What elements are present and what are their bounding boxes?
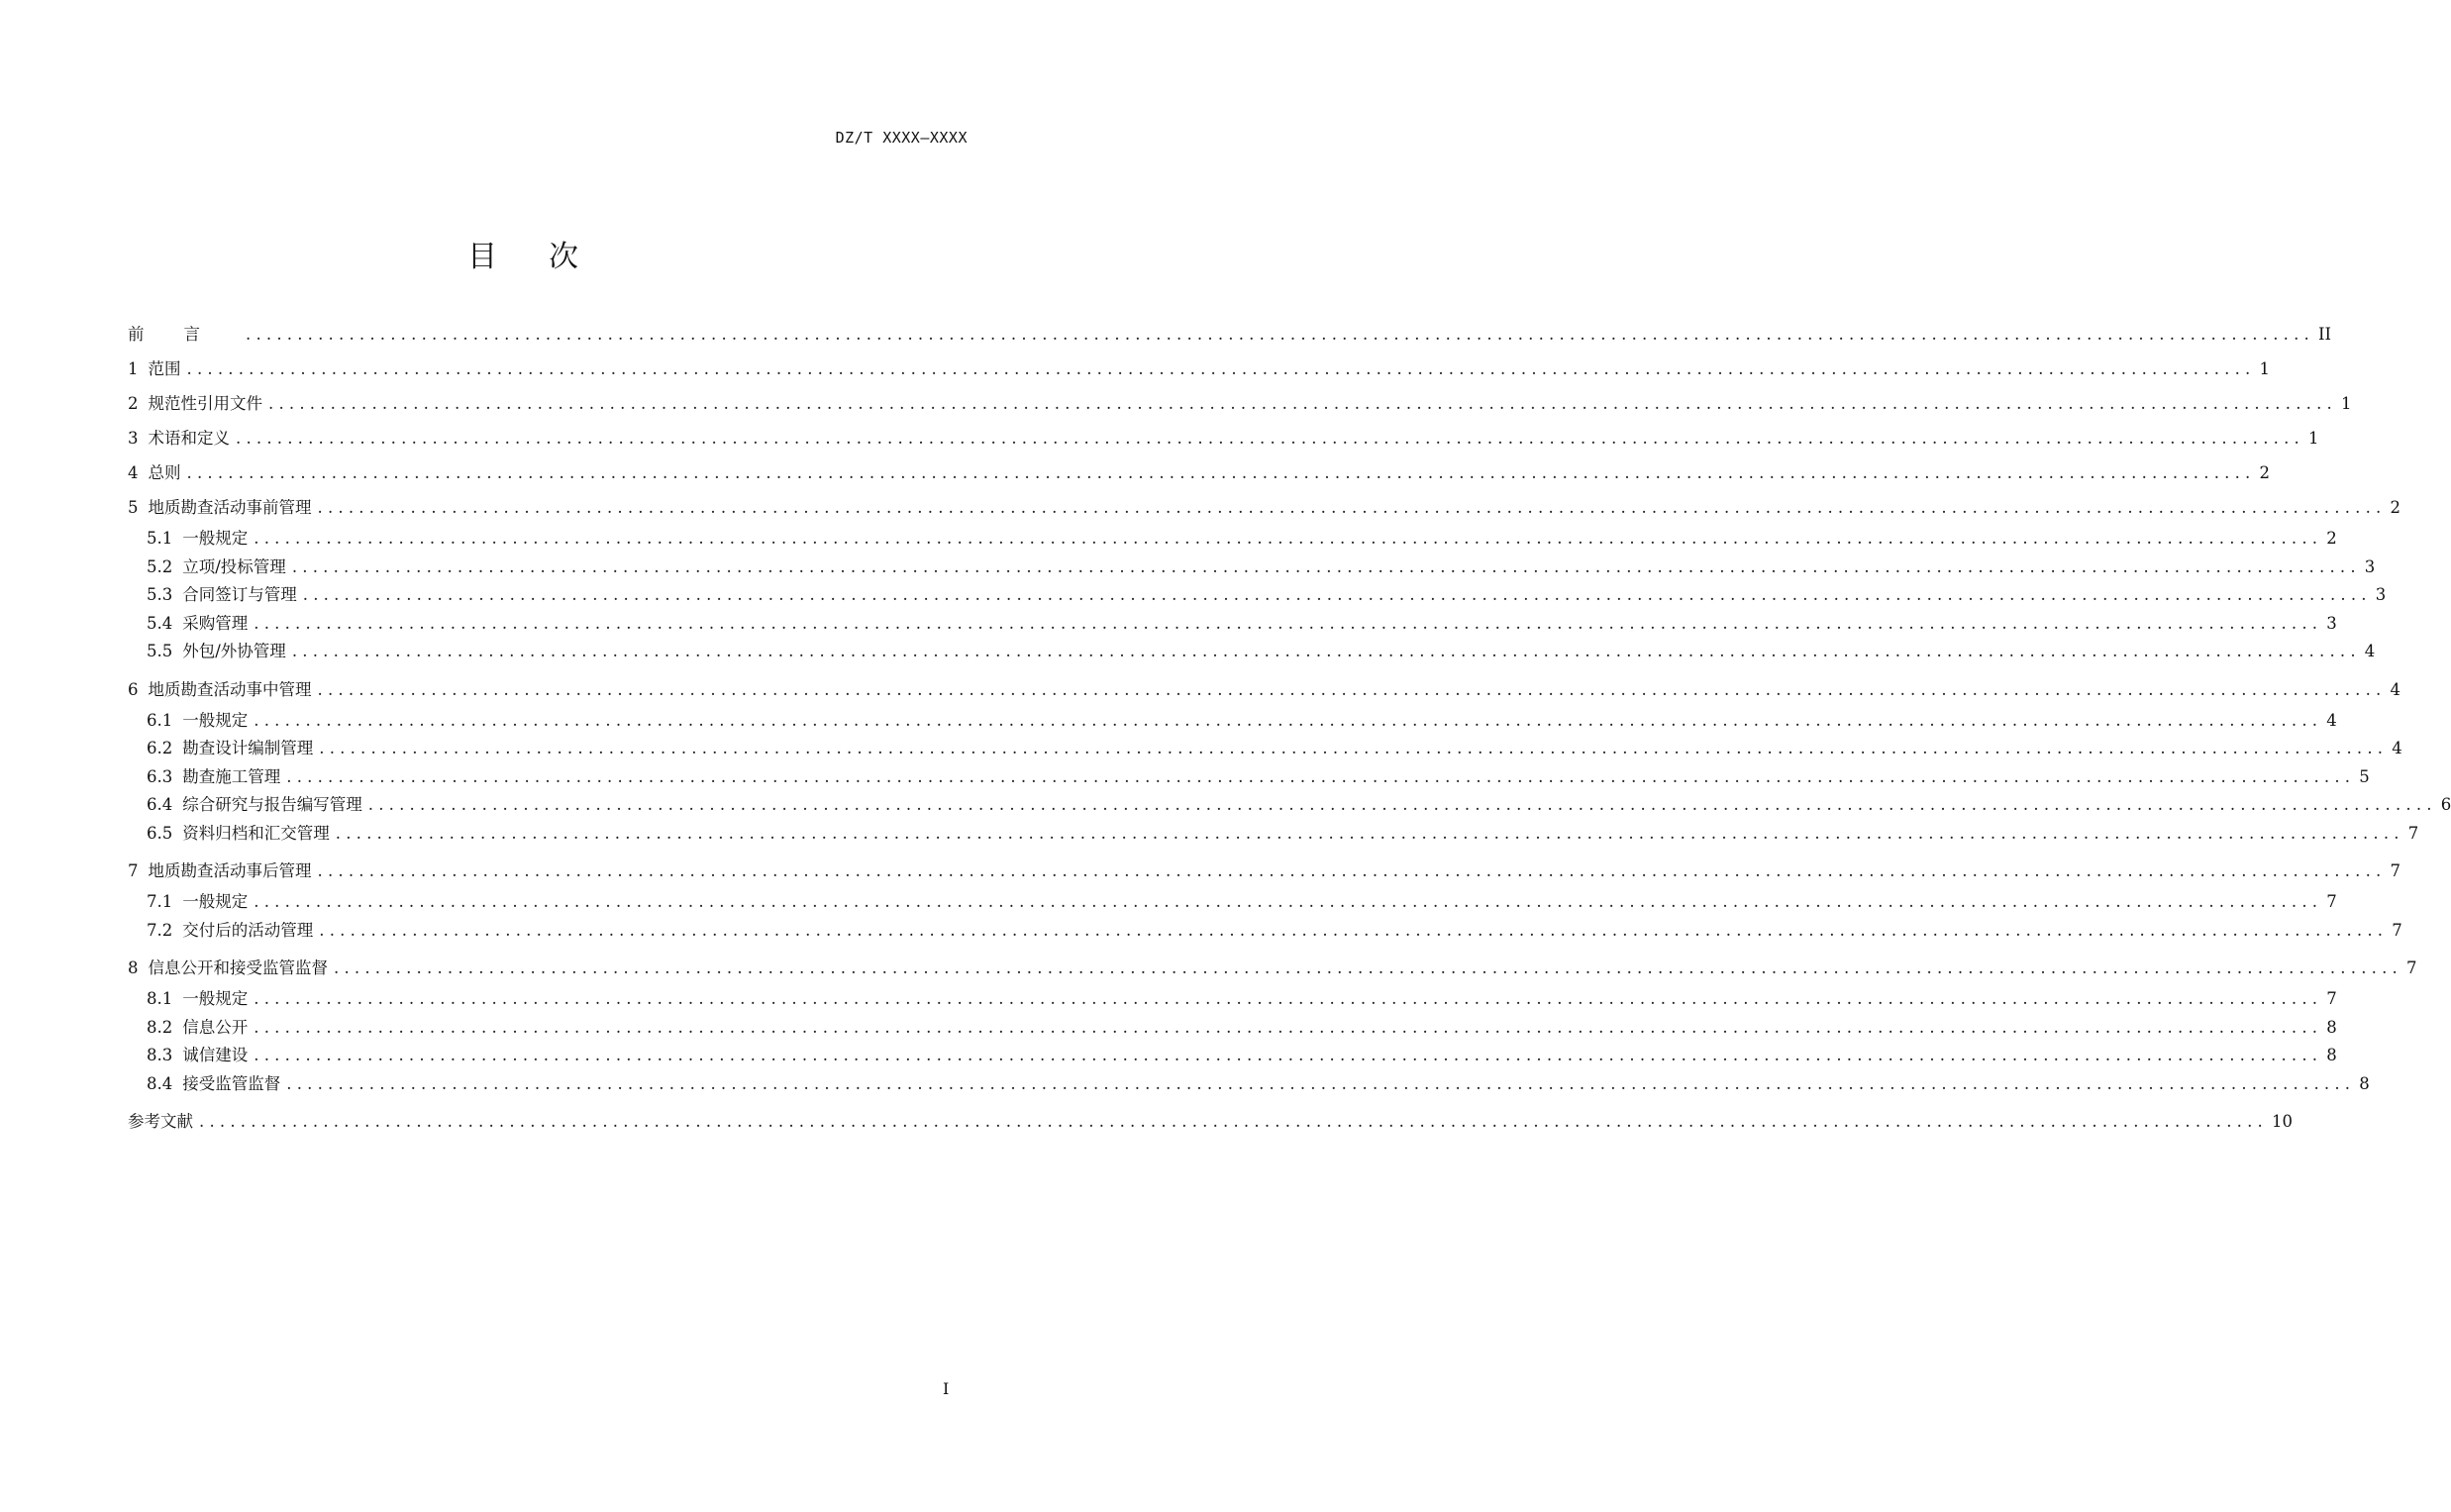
toc-entry-page: 3 [2326,613,2337,633]
toc-entry[interactable] [128,320,2332,354]
toc-entry-page: 1 [2340,394,2352,413]
toc-entry-page: 5 [2359,766,2370,786]
toc-entry[interactable] [128,613,2337,642]
toc-leader-dots: ........................................................................................................................................................................................................ [254,892,2323,911]
toc-entry-number: 6.4 [147,795,173,814]
toc-entry-label-group [147,891,248,913]
toc-leader-dots: ........................................................................................................................................................................................................ [254,1046,2323,1064]
toc-entry-label-group [147,1073,280,1095]
toc-entry[interactable] [128,920,2402,949]
toc-entry-label-group [128,497,312,519]
toc-entry-label-group [147,1017,248,1039]
toc-leader-dots: ........................................................................................................................................................................................................ [319,920,2389,940]
toc-entry-page: 2 [2326,529,2337,548]
toc-entry-page: 7 [2407,823,2419,843]
toc-entry-label-group [147,584,297,606]
toc-entry-page: 6 [2440,795,2451,814]
toc-entry[interactable] [128,424,2319,458]
toc-entry-number: 8.1 [147,989,173,1008]
toc-entry-number: 8.3 [147,1046,173,1064]
toc-entry-label-group [128,1111,193,1133]
toc-entry-page: 7 [2326,989,2337,1008]
page-title: 目次 [467,240,630,274]
toc-leader-dots: ........................................................................................................................................................................................................ [268,394,2337,413]
toc-leader-dots: ........................................................................................................................................................................................................ [367,795,2437,814]
toc-entry-page: 2 [2390,498,2400,517]
toc-entry-label: 参考文献 [128,1112,193,1131]
toc-leader-dots: ........................................................................................................................................................................................................ [254,529,2323,548]
toc-entry[interactable] [128,891,2337,920]
toc-entry-label: 地质勘查活动事中管理 [148,679,312,699]
toc-entry-label: 合同签订与管理 [182,585,297,604]
toc-entry-number: 4 [128,463,139,482]
toc-leader-dots: ........................................................................................................................................................................................................ [319,739,2389,757]
toc-entry[interactable] [128,493,2400,528]
toc-entry[interactable] [128,988,2337,1017]
toc-entry-page: 10 [2271,1112,2293,1131]
document-code: DZ/T XXXX—XXXX [835,129,968,147]
page-number: I [943,1379,950,1398]
toc-entry-page: 4 [2390,679,2400,699]
toc-entry[interactable] [128,1045,2337,1073]
toc-entry-page: 8 [2326,1046,2337,1064]
toc-entry-number: 2 [128,394,139,413]
toc-entry-page: 7 [2390,861,2400,880]
toc-leader-dots: ........................................................................................................................................................................................................ [317,861,2387,880]
toc-entry-page: 4 [2326,710,2337,730]
toc-entry-number: 1 [128,359,139,378]
toc-entry-number: 6.3 [147,766,173,786]
toc-entry-page: 7 [2326,892,2337,911]
toc-entry-label: 立项/投标管理 [182,556,286,576]
toc-entry[interactable] [128,556,2376,585]
toc-entry-page: 7 [2405,958,2417,977]
toc-entry-label-group [147,738,313,759]
toc-entry-label-group [147,794,362,816]
toc-entry-number: 3 [128,429,139,448]
toc-entry-number: 5.3 [147,585,173,604]
toc-entry[interactable] [128,738,2402,766]
toc-entry-label: 前言 [128,325,240,344]
toc-leader-dots: ........................................................................................................................................................................................................ [291,556,2361,576]
toc-entry-number: 6.1 [147,710,173,730]
toc-entry[interactable] [128,584,2387,613]
toc-entry-label: 一般规定 [182,529,249,548]
toc-entry-number: 6 [128,679,139,699]
toc-leader-dots: ........................................................................................................................................................................................................ [317,679,2387,699]
toc-entry-label-group [128,393,262,415]
toc-entry-page: 4 [2364,642,2376,660]
toc-entry[interactable] [128,354,2270,389]
toc-entry-page: 1 [2307,429,2319,448]
toc-entry-page: II [2317,325,2332,344]
toc-entry-label-group [147,528,248,550]
toc-entry[interactable] [128,528,2337,556]
toc-entry-number: 8 [128,958,139,977]
toc-entry-label: 勘查设计编制管理 [182,739,314,757]
toc-entry-label: 接受监管监督 [182,1073,281,1093]
toc-entry-number: 6.2 [147,739,173,757]
toc-entry-label: 外包/外协管理 [182,642,286,660]
toc-entry-label: 术语和定义 [148,429,230,448]
toc-entry-label: 规范性引用文件 [148,394,262,413]
toc-leader-dots: ........................................................................................................................................................................................................ [186,463,2256,482]
toc-entry-label-group [147,613,248,635]
toc-entry-number: 8.2 [147,1017,173,1037]
toc-entry-label-group [128,358,181,380]
toc-entry-page: 7 [2392,920,2402,940]
toc-entry-label: 一般规定 [182,710,249,730]
toc-entry[interactable] [128,954,2417,988]
toc-leader-dots: ........................................................................................................................................................................................................ [254,613,2323,633]
toc-entry[interactable] [128,458,2270,493]
toc-entry-page: 1 [2259,359,2270,378]
toc-entry-label-group [128,462,181,484]
toc-entry-number: 5.5 [147,642,173,660]
toc-entry-label-group [147,766,280,788]
toc-entry[interactable] [128,1107,2293,1142]
toc-entry[interactable] [128,1017,2337,1046]
toc-entry-number: 6.5 [147,823,173,843]
toc-entry-number: 7.2 [147,920,173,940]
toc-entry-label: 交付后的活动管理 [182,920,314,940]
toc-entry-number: 7 [128,861,139,880]
toc-entry-number: 5 [128,498,139,517]
toc-entry-label: 勘查施工管理 [182,766,281,786]
toc-entry[interactable] [128,794,2451,823]
toc-entry-label-group [147,1045,248,1066]
toc-entry[interactable] [128,823,2419,852]
toc-entry[interactable] [128,1073,2370,1102]
toc-entry-label-group [128,428,230,450]
toc-entry-label: 地质勘查活动事后管理 [148,861,312,880]
toc-leader-dots: ........................................................................................................................................................................................................ [254,1017,2323,1037]
toc-entry-label-group [147,710,248,732]
toc-entry-label: 范围 [148,359,181,378]
toc-entry-page: 8 [2326,1017,2337,1037]
toc-entry-label-group [147,823,330,845]
toc-leader-dots: ........................................................................................................................................................................................................ [335,823,2404,843]
toc-entry-label-group [128,958,328,979]
toc-entry-page: 3 [2364,556,2376,576]
toc-entry-number: 5.4 [147,613,173,633]
toc-entry-label: 采购管理 [182,613,249,633]
toc-entry-label-group [128,324,240,346]
toc-entry-label-group [147,641,286,662]
toc-entry-label: 一般规定 [182,892,249,911]
toc-leader-dots: ........................................................................................................................................................................................................ [246,325,2314,344]
toc-entry-number: 5.2 [147,556,173,576]
toc-entry-number: 8.4 [147,1073,173,1093]
toc-entry-label: 总则 [148,463,181,482]
toc-entry-page: 8 [2359,1073,2370,1093]
toc-entry-label: 一般规定 [182,989,249,1008]
toc-leader-dots: ........................................................................................................................................................................................................ [186,359,2256,378]
toc-entry-label: 信息公开 [182,1017,249,1037]
toc-entry-label-group [147,920,313,942]
toc-entry-label-group [147,556,286,578]
toc-entry-label: 地质勘查活动事前管理 [148,498,312,517]
toc-entry[interactable] [128,641,2376,669]
toc-leader-dots: ........................................................................................................................................................................................................ [334,958,2402,977]
toc-leader-dots: ........................................................................................................................................................................................................ [236,429,2304,448]
toc-entry-label: 信息公开和接受监管监督 [148,958,328,977]
toc-entry-label-group [128,860,312,882]
toc-entry-label: 诚信建设 [182,1046,249,1064]
toc-leader-dots: ........................................................................................................................................................................................................ [254,989,2323,1008]
toc-leader-dots: ........................................................................................................................................................................................................ [317,498,2387,517]
toc-entry[interactable] [128,710,2337,739]
toc-leader-dots: ........................................................................................................................................................................................................ [286,766,2356,786]
toc-leader-dots: ........................................................................................................................................................................................................ [286,1073,2356,1093]
table-of-contents [128,320,2451,1142]
toc-leader-dots: ........................................................................................................................................................................................................ [254,710,2323,730]
toc-entry[interactable] [128,857,2400,891]
toc-leader-dots: ........................................................................................................................................................................................................ [291,642,2361,660]
toc-entry[interactable] [128,675,2400,710]
toc-leader-dots: ........................................................................................................................................................................................................ [199,1112,2268,1131]
toc-entry[interactable] [128,389,2352,424]
toc-leader-dots: ........................................................................................................................................................................................................ [302,585,2372,604]
toc-entry-page: 3 [2375,585,2387,604]
toc-entry[interactable] [128,766,2370,795]
toc-entry-label: 综合研究与报告编写管理 [182,795,362,814]
toc-entry-number: 5.1 [147,529,173,548]
toc-entry-number: 7.1 [147,892,173,911]
toc-entry-page: 4 [2392,739,2402,757]
toc-entry-label-group [147,988,248,1010]
toc-entry-label-group [128,679,312,701]
toc-entry-label: 资料归档和汇交管理 [182,823,330,843]
toc-entry-page: 2 [2259,463,2270,482]
